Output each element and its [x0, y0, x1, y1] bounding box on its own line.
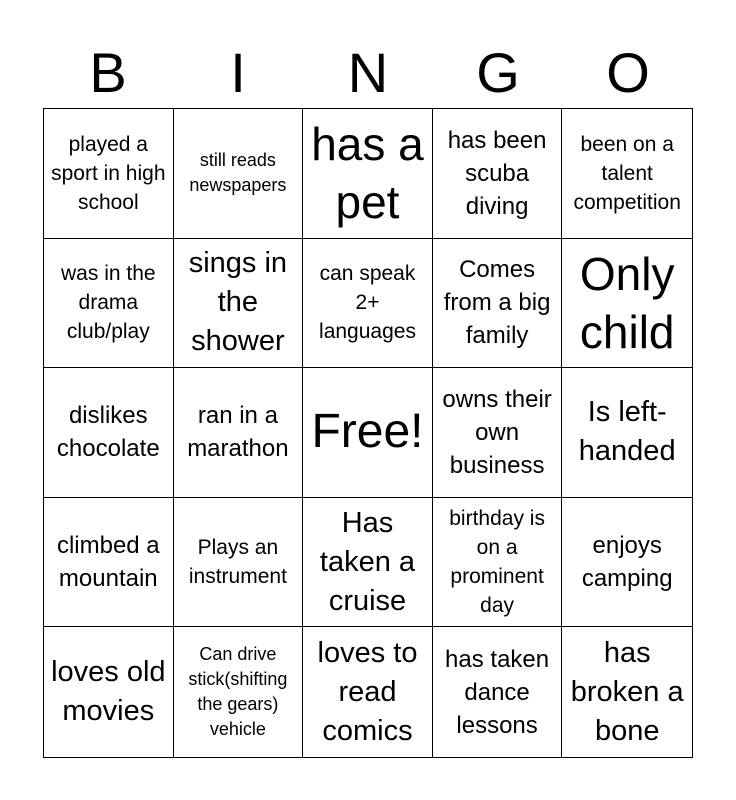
- cell-text: Comes from a big family: [443, 256, 551, 350]
- bingo-cell[interactable]: [303, 627, 433, 757]
- cell-text: enjoys camping: [581, 532, 673, 593]
- bingo-cell[interactable]: [44, 368, 174, 498]
- bingo-cell[interactable]: [174, 498, 304, 628]
- bingo-cell[interactable]: [562, 498, 692, 628]
- header-letter-b: B: [89, 41, 127, 104]
- bingo-cell[interactable]: [433, 109, 563, 239]
- cell-text: Is left-handed: [578, 396, 676, 468]
- cell-text: was in the drama club/play: [61, 262, 156, 344]
- cell-text: dislikes chocolate: [56, 402, 160, 463]
- cell-text: Plays an instrument: [188, 536, 287, 589]
- bingo-cell[interactable]: [303, 239, 433, 369]
- bingo-cell[interactable]: [303, 109, 433, 239]
- cell-text: has taken dance lessons: [445, 645, 550, 739]
- cell-text: ran in a marathon: [187, 402, 289, 463]
- cell-text: can speak 2+ languages: [319, 262, 416, 344]
- cell-text: still reads newspapers: [189, 150, 287, 196]
- header-letter-o: O: [606, 41, 650, 104]
- cell-text: loves to read comics: [317, 636, 418, 747]
- bingo-cell[interactable]: [174, 239, 304, 369]
- bingo-cell[interactable]: [303, 498, 433, 628]
- bingo-cell[interactable]: [174, 368, 304, 498]
- cell-text: played a sport in high school: [51, 132, 166, 214]
- free-space-label: Free!: [311, 405, 424, 459]
- cell-text: loves old movies: [51, 656, 166, 728]
- bingo-cell[interactable]: [433, 498, 563, 628]
- bingo-cell[interactable]: [433, 239, 563, 369]
- free-space-cell[interactable]: [303, 368, 433, 498]
- bingo-cell[interactable]: [44, 498, 174, 628]
- bingo-cell[interactable]: [44, 627, 174, 757]
- bingo-header: [43, 38, 693, 108]
- bingo-cell[interactable]: [174, 109, 304, 239]
- header-letter-n: N: [347, 41, 389, 104]
- bingo-cell[interactable]: [433, 627, 563, 757]
- bingo-cell[interactable]: [562, 368, 692, 498]
- cell-text: owns their own business: [442, 385, 552, 479]
- header-letter-i: I: [230, 41, 246, 104]
- bingo-cell[interactable]: [562, 239, 692, 369]
- cell-text: has been scuba diving: [447, 126, 547, 220]
- cell-text: birthday is on a prominent day: [449, 507, 545, 618]
- cell-text: Only child: [579, 247, 675, 358]
- bingo-cell[interactable]: [44, 239, 174, 369]
- cell-text: sings in the shower: [188, 247, 288, 358]
- header-letter-g: G: [476, 41, 520, 104]
- bingo-cell[interactable]: [174, 627, 304, 757]
- cell-text: has a pet: [311, 118, 424, 229]
- bingo-cell[interactable]: [562, 109, 692, 239]
- cell-text: been on a talent competition: [573, 132, 681, 214]
- cell-text: Can drive stick(shifting the gears) vehicle: [188, 644, 288, 740]
- cell-text: has broken a bone: [570, 636, 684, 747]
- cell-text: Has taken a cruise: [319, 506, 416, 617]
- bingo-cell[interactable]: [433, 368, 563, 498]
- bingo-board: [43, 108, 693, 758]
- cell-text: climbed a mountain: [56, 532, 160, 593]
- bingo-cell[interactable]: [562, 627, 692, 757]
- bingo-cell[interactable]: [44, 109, 174, 239]
